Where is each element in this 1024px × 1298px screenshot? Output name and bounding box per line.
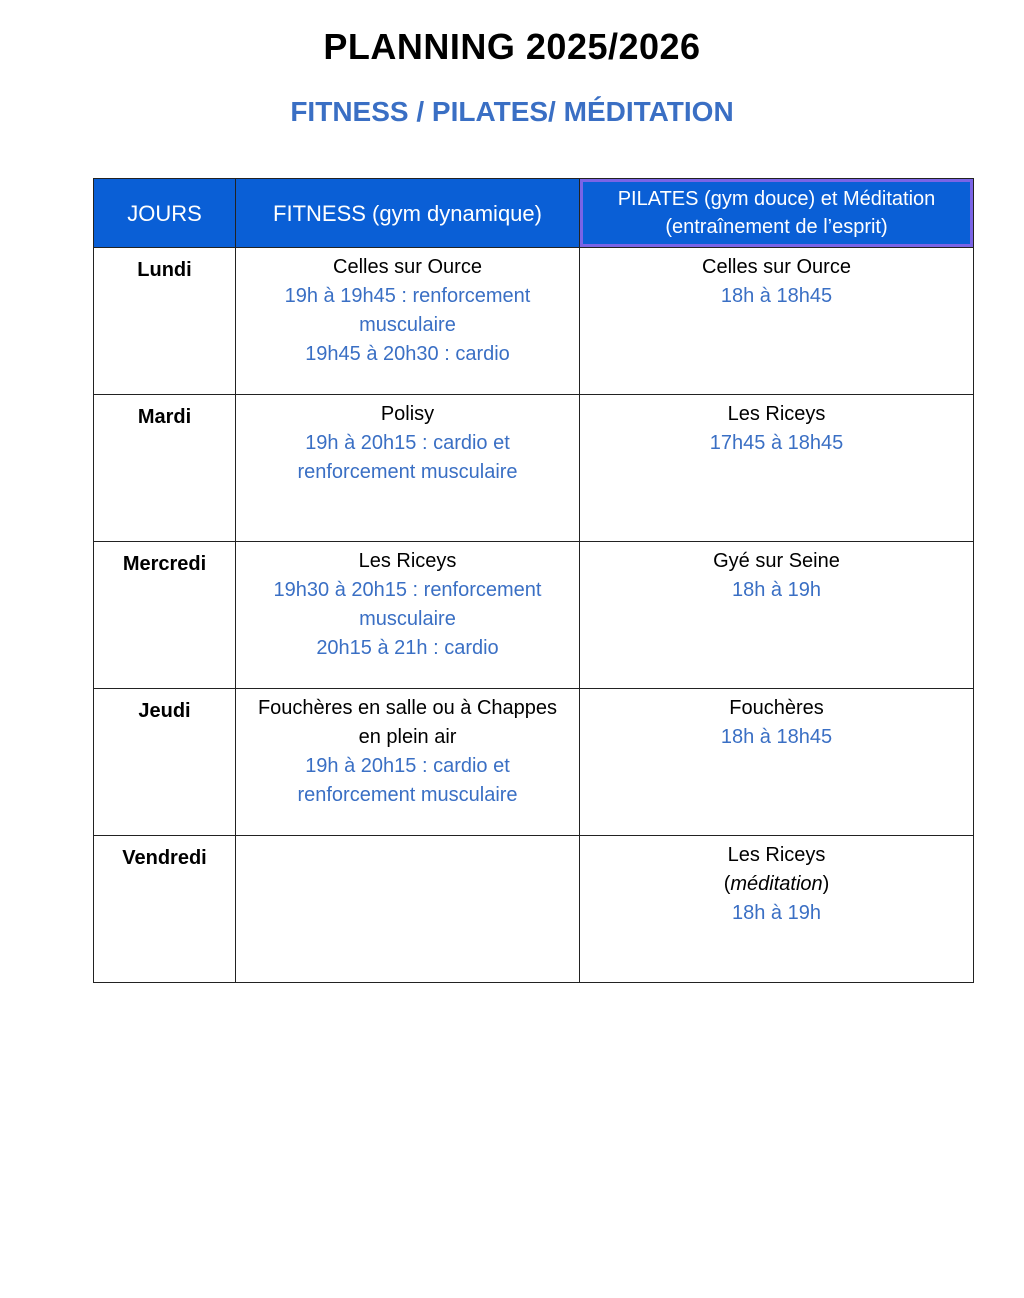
fitness-time: renforcement musculaire [297, 461, 518, 483]
pilates-time: 18h à 19h [732, 902, 821, 924]
fitness-cell [236, 395, 580, 542]
note-open-paren: ( [723, 873, 731, 895]
header-fitness: FITNESS (gym dynamique) [236, 179, 580, 248]
note-text: méditation [730, 873, 823, 895]
day-cell: Vendredi [94, 836, 236, 983]
fitness-place: Polisy [380, 403, 435, 425]
fitness-place: Celles sur Ource [333, 256, 482, 278]
fitness-time: 19h à 20h15 : cardio et [305, 755, 510, 777]
pilates-place: Les Riceys [727, 403, 826, 425]
fitness-time: 19h à 19h45 : renforcement [284, 285, 531, 307]
page-subtitle: FITNESS / PILATES/ MÉDITATION [290, 96, 734, 127]
header-pilates [580, 179, 974, 248]
page-title: PLANNING 2025/2026 [323, 26, 701, 67]
pilates-place: Fouchères [729, 697, 824, 719]
pilates-place: Les Riceys [727, 844, 826, 866]
header-pilates-line2: (entraînement de l’esprit) [665, 216, 888, 238]
fitness-time: 19h à 20h15 : cardio et [305, 432, 510, 454]
pilates-cell [580, 689, 974, 836]
pilates-cell [580, 248, 974, 395]
note-close-paren: ) [822, 873, 830, 895]
pilates-cell [580, 395, 974, 542]
fitness-cell-empty [236, 836, 580, 983]
fitness-time: musculaire [359, 608, 456, 630]
table-header-row [94, 179, 974, 248]
header-days: JOURS [94, 179, 236, 248]
pilates-time: 18h à 18h45 [720, 285, 833, 307]
fitness-place: en plein air [358, 726, 457, 748]
fitness-cell [236, 248, 580, 395]
day-cell: Lundi [94, 248, 236, 395]
table-row [94, 836, 974, 983]
table-row [94, 248, 974, 395]
fitness-time: 20h15 à 21h : cardio [316, 637, 499, 659]
pilates-cell [580, 542, 974, 689]
fitness-time: 19h45 à 20h30 : cardio [305, 343, 510, 365]
fitness-place: Les Riceys [358, 550, 457, 572]
planning-table [93, 178, 974, 983]
table-row [94, 542, 974, 689]
fitness-time: renforcement musculaire [297, 784, 518, 806]
pilates-cell [580, 836, 974, 983]
header-pilates-line1: PILATES (gym douce) et Méditation [617, 188, 936, 210]
pilates-note [581, 870, 972, 899]
pilates-time: 17h45 à 18h45 [709, 432, 844, 454]
fitness-time: musculaire [359, 314, 456, 336]
pilates-place: Gyé sur Seine [713, 550, 840, 572]
table-row [94, 395, 974, 542]
day-cell: Mardi [94, 395, 236, 542]
pilates-time: 18h à 18h45 [720, 726, 833, 748]
table-row [94, 689, 974, 836]
fitness-cell [236, 542, 580, 689]
pilates-time: 18h à 19h [732, 579, 821, 601]
fitness-time: 19h30 à 20h15 : renforcement [273, 579, 542, 601]
fitness-place: Fouchères en salle ou à Chappes [257, 697, 558, 719]
fitness-cell [236, 689, 580, 836]
day-cell: Jeudi [94, 689, 236, 836]
pilates-place: Celles sur Ource [702, 256, 851, 278]
day-cell: Mercredi [94, 542, 236, 689]
